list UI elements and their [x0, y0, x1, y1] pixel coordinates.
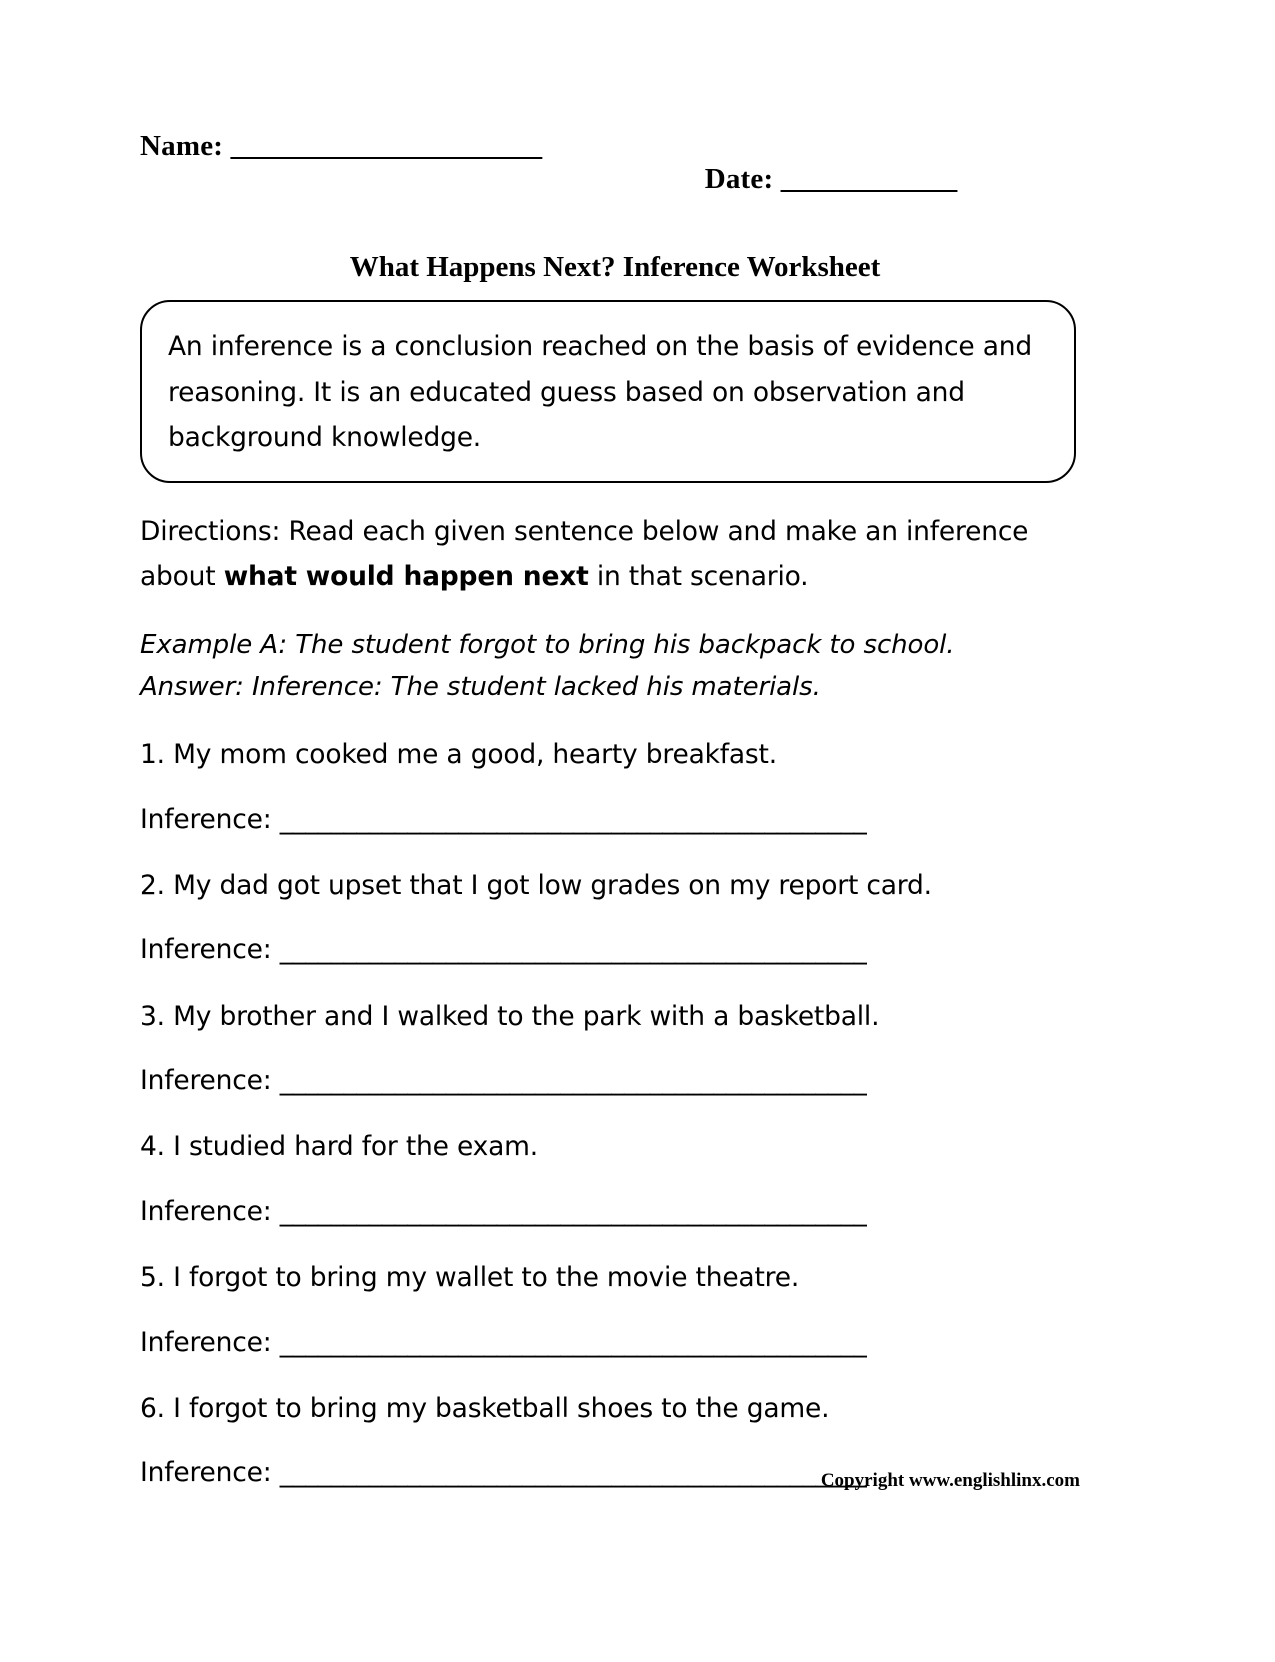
date-blank-line[interactable]: _____________ [780, 163, 957, 195]
list-item [140, 734, 1080, 841]
question-text: 1. My mom cooked me a good, hearty breakfast. [140, 739, 777, 771]
answer-label: Inference: [140, 1065, 280, 1097]
answer-line[interactable] [140, 1191, 1080, 1233]
answer-blank-line[interactable]: ______________________________________________ [279, 1457, 867, 1489]
date-group [645, 130, 956, 229]
answer-blank-line[interactable]: ______________________________________________ [279, 803, 867, 835]
directions-emphasis: what would happen next [223, 561, 589, 593]
question-text: 6. I forgot to bring my basketball shoes to the game. [140, 1393, 830, 1425]
question-text: 5. I forgot to bring my wallet to the movie theatre. [140, 1262, 800, 1294]
list-item [140, 1126, 1080, 1233]
answer-line[interactable] [140, 1060, 1080, 1102]
answer-blank-line[interactable]: ______________________________________________ [279, 1195, 867, 1227]
example-answer: Answer: Inference: The student lacked his materials. [140, 672, 821, 702]
answer-blank-line[interactable]: ______________________________________________ [279, 934, 867, 966]
answer-label: Inference: [140, 1326, 280, 1358]
page-title: What Happens Next? Inference Worksheet [349, 251, 881, 283]
definition-box [140, 300, 1076, 483]
answer-label: Inference: [140, 1195, 280, 1227]
date-label: Date: [704, 163, 781, 195]
student-info-row [140, 130, 1080, 229]
answer-blank-line[interactable]: ______________________________________________ [279, 1065, 867, 1097]
question-text: 3. My brother and I walked to the park with a basketball. [140, 1000, 880, 1032]
questions-list [140, 734, 1080, 1495]
directions-text [140, 509, 1045, 600]
answer-line[interactable] [140, 929, 1080, 971]
list-item [140, 1257, 1080, 1364]
question-text: 2. My dad got upset that I got low grades on my report card. [140, 869, 932, 901]
name-label: Name: [140, 130, 231, 162]
name-blank-line[interactable]: _______________________ [230, 130, 542, 162]
list-item [140, 996, 1080, 1103]
answer-label: Inference: [140, 803, 280, 835]
answer-blank-line[interactable]: ______________________________________________ [279, 1326, 867, 1358]
copyright-notice: Copyright www.englishlinx.com [820, 1470, 1080, 1491]
worksheet-content [140, 130, 1080, 1499]
answer-line[interactable] [140, 1322, 1080, 1364]
answer-label: Inference: [140, 934, 280, 966]
answer-line[interactable] [140, 799, 1080, 841]
directions-suffix: in that scenario. [588, 561, 809, 593]
example-sentence: Example A: The student forgot to bring his backpack to school. [140, 629, 955, 660]
directions-prefix: Directions: Read each given sentence below and make an inference about [140, 515, 1029, 593]
definition-text: An inference is a conclusion reached on the basis of evidence and reasoning. It is an educated guess based on observation and background knowledge. [168, 331, 1032, 454]
question-text: 4. I studied hard for the exam. [140, 1131, 538, 1163]
list-item [140, 865, 1080, 972]
answer-label: Inference: [140, 1457, 280, 1489]
example-block [140, 624, 1080, 708]
